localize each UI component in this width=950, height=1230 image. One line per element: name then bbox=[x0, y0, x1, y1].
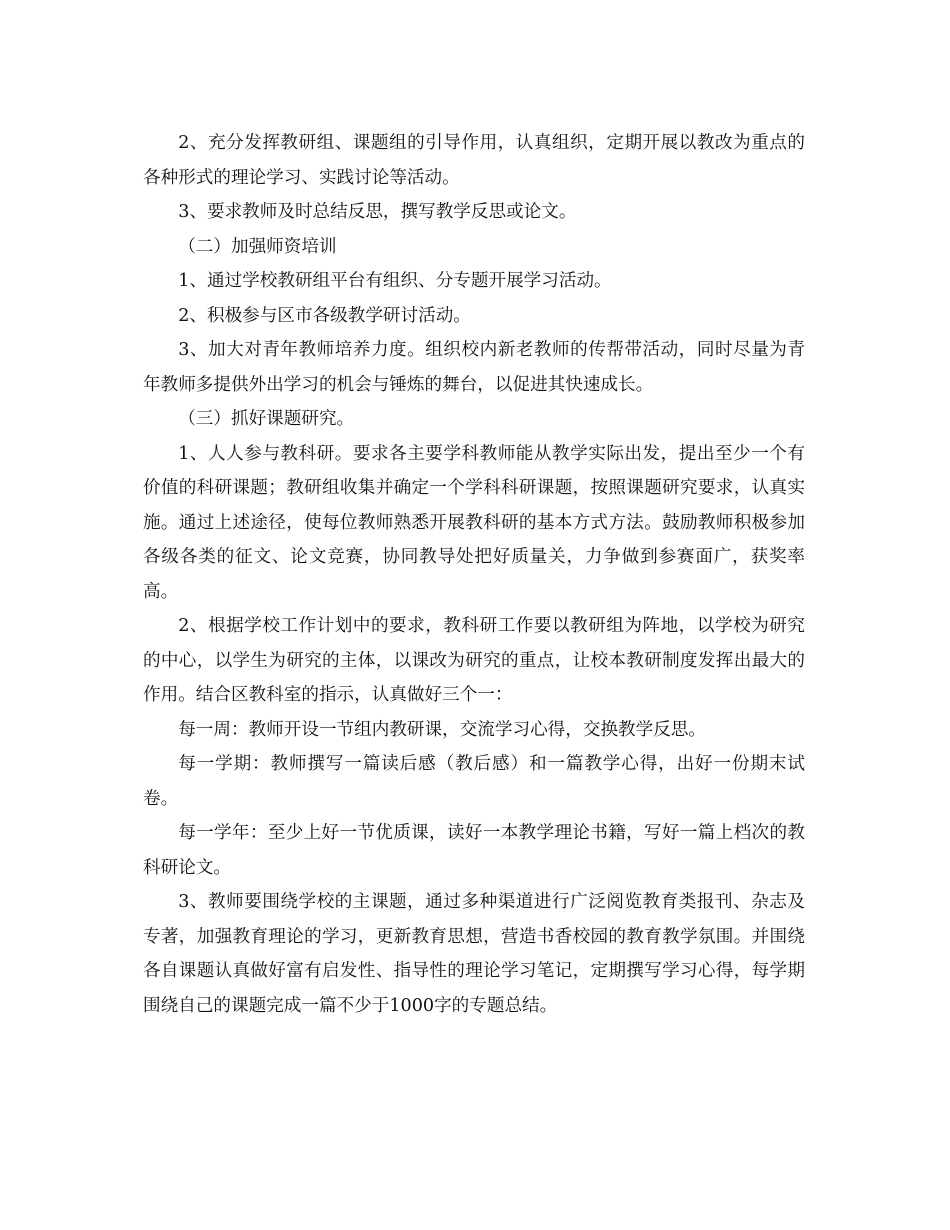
paragraph-3-reflection: 3、要求教师及时总结反思，撰写教学反思或论文。 bbox=[178, 202, 577, 222]
section-heading-research: （三）抓好课题研究。 bbox=[178, 409, 355, 429]
paragraph-3-main-topic: 3、教师要围绕学校的主课题，通过多种渠道进行广泛阅览教育类报刊、杂志及专著，加强教育理论的学习，更新教育思想，营造书香校园的教育教学氛围。并围绕各自课题认真做好富有启发性、指导性的理论学习笔记，定期撰写学习心得，每学期围绕自己的课题完成一篇不少于1000字的专题总结。 bbox=[143, 892, 805, 1016]
paragraph-1-platform: 1、通过学校教研组平台有组织、分专题开展学习活动。 bbox=[178, 271, 612, 291]
paragraph-semester: 每一学期：教师撰写一篇读后感（教后感）和一篇教学心得，出好一份期末试卷。 bbox=[143, 754, 805, 809]
paragraph-2-guidance: 2、充分发挥教研组、课题组的引导作用，认真组织，定期开展以教改为重点的各种形式的理论学习、实践讨论等活动。 bbox=[143, 133, 805, 188]
paragraph-3-young-teachers: 3、加大对青年教师培养力度。组织校内新老教师的传帮带活动，同时尽量为青年教师多提供外出学习的机会与锤炼的舞台，以促进其快速成长。 bbox=[143, 340, 805, 395]
paragraph-school-year: 每一学年：至少上好一节优质课，读好一本教学理论书籍，写好一篇上档次的教科研论文。 bbox=[143, 823, 805, 878]
paragraph-1-everyone-research: 1、人人参与教科研。要求各主要学科教师能从教学实际出发，提出至少一个有价值的科研课题；教研组收集并确定一个学科科研课题，按照课题研究要求，认真实施。通过上述途径，使每位教师熟悉开展教科研的基本方式方法。鼓励教师积极参加各级各类的征文、论文竞赛，协同教导处把好质量关，力争做到参赛面广，获奖率高。 bbox=[143, 443, 805, 602]
paragraph-2-school-plan: 2、根据学校工作计划中的要求，教科研工作要以教研组为阵地，以学校为研究的中心，以学生为研究的主体，以课改为研究的重点，让校本教研制度发挥出最大的作用。结合区教科室的指示，认真做好三个一： bbox=[143, 616, 805, 705]
paragraph-2-seminars: 2、积极参与区市各级教学研讨活动。 bbox=[178, 305, 471, 326]
section-heading-teacher-training: （二）加强师资培训 bbox=[178, 236, 337, 257]
document-body bbox=[143, 126, 805, 1023]
paragraph-weekly: 每一周：教师开设一节组内教研课，交流学习心得，交换教学反思。 bbox=[178, 719, 707, 740]
